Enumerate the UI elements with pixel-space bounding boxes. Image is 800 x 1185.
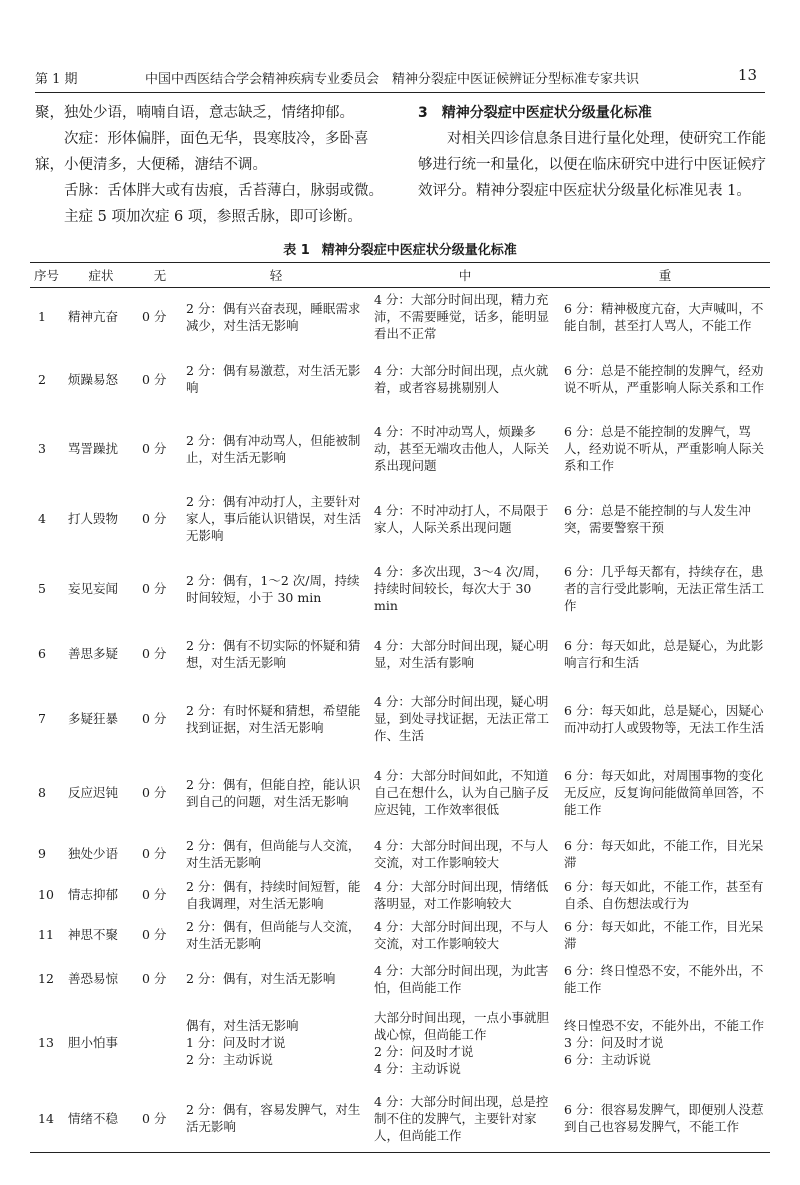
cell-none: 0 分 bbox=[142, 846, 167, 861]
table-row bbox=[30, 755, 770, 831]
cell-severe: 6 分：每天如此，总是疑心，为此影响言行和生活 bbox=[564, 637, 764, 670]
cell-symptom: 善恐易惊 bbox=[68, 971, 119, 986]
cell-mild: 2 分：偶有兴奋表现，睡眠需求减少，对生活无影响 bbox=[186, 300, 361, 333]
symptom-grading-table bbox=[30, 262, 770, 1153]
section-title: 精神分裂症中医症状分级量化标准 bbox=[441, 105, 652, 121]
cell-symptom: 精神亢奋 bbox=[68, 309, 119, 325]
section-paragraph: 对相关四诊信息条目进行量化处理，使研究工作能够进行统一和量化，以便在临床研究中进行中医证候疗效评分。精神分裂症中医症状分级量化标准见表 1。 bbox=[418, 131, 766, 199]
table-caption bbox=[0, 239, 800, 258]
cell-mild: 2 分：偶有，容易发脾气，对生活无影响 bbox=[182, 1085, 370, 1153]
cell-moderate: 4 分：大部分时间出现，疑心明显，对生活有影响 bbox=[374, 637, 549, 670]
cell-severe: 6 分：精神极度亢奋，大声喊叫，不能自制，甚至打人骂人，不能工作 bbox=[564, 300, 764, 333]
cell-none: 0 分 bbox=[142, 927, 167, 942]
cell-mild: 2 分：偶有，但尚能与人交流，对生活无影响 bbox=[186, 837, 361, 870]
cell-none: 0 分 bbox=[142, 646, 167, 661]
cell-moderate: 4 分：大部分时间如此，不知道自己在想什么，认为自己脑子反应迟钝，工作效率很低 bbox=[374, 768, 550, 817]
cell-none: 0 分 bbox=[142, 309, 167, 325]
header-cell-mild: 轻 bbox=[182, 263, 370, 288]
table-row bbox=[30, 553, 770, 625]
cell-severe: 6 分：每天如此，不能工作，目光呆滞 bbox=[564, 837, 764, 870]
header-cell-none: 无 bbox=[138, 263, 182, 288]
cell-symptom: 妄见妄闻 bbox=[68, 581, 119, 596]
cell-symptom: 独处少语 bbox=[68, 846, 119, 861]
table-row bbox=[30, 877, 770, 913]
cell-severe: 6 分：总是不能控制的发脾气，经劝说不听从，严重影响人际关系和工作 bbox=[564, 363, 765, 395]
header-cell-moderate: 中 bbox=[370, 263, 560, 288]
cell-moderate: 4 分：大部分时间出现，为此害怕，但尚能工作 bbox=[374, 962, 549, 995]
cell-mild: 2 分：偶有，但尚能与人交流，对生活无影响 bbox=[186, 918, 361, 951]
cell-none: 0 分 bbox=[142, 441, 167, 456]
cell-number: 8 bbox=[38, 785, 46, 800]
cell-number: 13 bbox=[38, 1035, 54, 1050]
cell-symptom: 烦躁易怒 bbox=[68, 371, 119, 387]
cell-mild: 2 分：偶有，1～2 次/周，持续时间较短，小于 30 min bbox=[186, 572, 360, 605]
table-number: 表 1 bbox=[283, 243, 310, 258]
page-number: 13 bbox=[737, 66, 757, 84]
section-heading bbox=[418, 100, 768, 126]
cell-moderate: 4 分：大部分时间出现，不与人交流，对工作影响较大 bbox=[374, 837, 549, 870]
cell-symptom: 神思不聚 bbox=[68, 927, 119, 942]
cell-severe: 6 分：几乎每天都有，持续存在，患者的言行受此影响，无法正常生活工作 bbox=[564, 564, 765, 613]
cell-number: 2 bbox=[38, 371, 46, 387]
right-column bbox=[418, 100, 768, 204]
table-row bbox=[30, 1085, 770, 1153]
cell-mild: 2 分：偶有冲动骂人，但能被制止，对生活无影响 bbox=[186, 432, 361, 465]
cell-number: 7 bbox=[38, 711, 46, 726]
cell-number: 1 bbox=[38, 309, 46, 325]
running-title: 中国中西医结合学会精神疾病专业委员会 精神分裂症中医证候辨证分型标准专家共识 bbox=[145, 72, 640, 87]
cell-number: 3 bbox=[38, 441, 46, 456]
cell-mild: 2 分：偶有冲动打人，主要针对家人，事后能认识错误，对生活无影响 bbox=[186, 494, 362, 543]
table-row bbox=[30, 346, 770, 413]
table-row bbox=[30, 831, 770, 877]
header-cell-symptom: 症状 bbox=[64, 263, 138, 288]
cell-moderate: 4 分：不时冲动骂人，烦躁多动，甚至无端攻击他人，人际关系出现问题 bbox=[374, 424, 550, 473]
table-row bbox=[30, 913, 770, 957]
cell-severe: 6 分：终日惶恐不安，不能外出，不能工作 bbox=[564, 962, 764, 995]
cell-mild: 2 分：偶有不切实际的怀疑和猜想，对生活无影响 bbox=[186, 637, 361, 670]
left-paragraph-diagnosis-rule: 主症 5 项加次症 6 项，参照舌脉，即可诊断。 bbox=[64, 209, 362, 225]
cell-number: 12 bbox=[38, 971, 54, 986]
cell-symptom: 骂詈躁扰 bbox=[68, 441, 119, 456]
section-number: 3 bbox=[418, 105, 428, 121]
cell-mild: 偶有，对生活无影响 1 分：问及时才说 2 分：主动诉说 bbox=[186, 1018, 299, 1067]
cell-number: 11 bbox=[38, 927, 54, 942]
cell-number: 5 bbox=[38, 581, 46, 596]
cell-none: 0 分 bbox=[138, 1085, 182, 1153]
table-row bbox=[30, 485, 770, 553]
cell-moderate: 大部分时间出现，一点小事就胆战心惊，但尚能工作 2 分：问及时才说 4 分：主动诉说 bbox=[374, 1009, 550, 1076]
cell-number: 6 bbox=[38, 646, 46, 661]
cell-number: 10 bbox=[38, 887, 54, 902]
cell-severe: 6 分：每天如此，对周围事物的变化无反应，反复询问能做简单回答，不能工作 bbox=[564, 768, 765, 817]
left-column bbox=[35, 100, 390, 230]
cell-mild: 2 分：偶有，持续时间短暂，能自我调理，对生活无影响 bbox=[186, 878, 361, 911]
cell-mild: 2 分：有时怀疑和猜想，希望能找到证据，对生活无影响 bbox=[186, 702, 361, 735]
table-row bbox=[30, 1001, 770, 1085]
cell-none: 0 分 bbox=[142, 371, 167, 387]
cell-none bbox=[138, 1001, 182, 1085]
left-paragraph-tongue-pulse: 舌脉：舌体胖大或有齿痕，舌苔薄白，脉弱或微。 bbox=[64, 183, 383, 199]
cell-moderate: 4 分：大部分时间出现，情绪低落明显，对工作影响较大 bbox=[374, 878, 549, 911]
cell-moderate: 4 分：大部分时间出现，总是控制不住的发脾气，主要针对家人，但尚能工作 bbox=[370, 1085, 560, 1153]
cell-severe: 6 分：每天如此，不能工作，甚至有自杀、自伤想法或行为 bbox=[564, 878, 764, 911]
cell-symptom: 打人毁物 bbox=[68, 511, 119, 526]
cell-number: 9 bbox=[38, 846, 46, 861]
cell-moderate: 4 分：大部分时间出现，精力充沛，不需要睡觉，话多，能明显看出不正常 bbox=[374, 292, 550, 342]
cell-moderate: 4 分：不时冲动打人，不局限于家人，人际关系出现问题 bbox=[374, 502, 549, 535]
cell-moderate: 4 分：大部分时间出现，不与人交流，对工作影响较大 bbox=[374, 918, 549, 951]
cell-severe: 6 分：总是不能控制的与人发生冲突，需要警察干预 bbox=[564, 502, 751, 535]
cell-symptom: 胆小怕事 bbox=[68, 1035, 119, 1050]
table-title: 精神分裂症中医症状分级量化标准 bbox=[321, 243, 517, 258]
cell-symptom: 情志抑郁 bbox=[68, 887, 119, 902]
running-header bbox=[35, 60, 765, 93]
left-paragraph-continuation: 聚，独处少语，喃喃自语，意志缺乏，情绪抑郁。 bbox=[35, 105, 354, 121]
cell-none: 0 分 bbox=[142, 785, 167, 800]
cell-symptom: 善思多疑 bbox=[68, 646, 119, 661]
cell-symptom: 情绪不稳 bbox=[64, 1085, 138, 1153]
cell-symptom: 多疑狂暴 bbox=[68, 711, 119, 726]
left-paragraph-secondary-symptoms: 次症：形体偏胖，面色无华，畏寒肢冷，多卧喜寐，小便清多，大便稀，溏结不调。 bbox=[35, 131, 369, 173]
table-row bbox=[30, 957, 770, 1001]
cell-none: 0 分 bbox=[142, 511, 167, 526]
cell-severe: 6 分：每天如此，总是疑心，因疑心而冲动打人或毁物等，无法工作生活 bbox=[564, 702, 765, 735]
issue-number: 第 1 期 bbox=[35, 72, 78, 87]
header-cell-severe: 重 bbox=[560, 263, 770, 288]
table-header-row bbox=[30, 263, 770, 288]
header-cell-number: 序号 bbox=[30, 263, 64, 288]
cell-mild: 2 分：偶有，但能自控，能认识到自己的问题，对生活无影响 bbox=[186, 776, 361, 809]
cell-none: 0 分 bbox=[142, 581, 167, 596]
cell-none: 0 分 bbox=[142, 887, 167, 902]
cell-moderate: 4 分：大部分时间出现，点火就着，或者容易挑剔别人 bbox=[374, 363, 549, 395]
table-row bbox=[30, 288, 770, 346]
table-row bbox=[30, 413, 770, 485]
cell-severe: 6 分：每天如此，不能工作，目光呆滞 bbox=[564, 918, 764, 951]
cell-mild: 2 分：偶有，对生活无影响 bbox=[186, 971, 336, 986]
cell-mild: 2 分：偶有易激惹，对生活无影响 bbox=[186, 363, 361, 395]
cell-none: 0 分 bbox=[142, 711, 167, 726]
cell-number: 14 bbox=[30, 1085, 64, 1153]
cell-none: 0 分 bbox=[142, 971, 167, 986]
cell-severe: 6 分：总是不能控制的发脾气，骂人，经劝说不听从，严重影响人际关系和工作 bbox=[564, 424, 765, 473]
cell-severe: 终日惶恐不安，不能外出，不能工作 3 分：问及时才说 6 分：主动诉说 bbox=[564, 1018, 765, 1067]
cell-moderate: 4 分：大部分时间出现，疑心明显，到处寻找证据，无法正常工作、生活 bbox=[374, 694, 550, 743]
cell-severe: 6 分：很容易发脾气，即便别人没惹到自己也容易发脾气，不能工作 bbox=[560, 1085, 770, 1153]
table-row bbox=[30, 683, 770, 755]
cell-moderate: 4 分：多次出现，3～4 次/周，持续时间较长，每次大于 30 min bbox=[374, 564, 548, 613]
table-row bbox=[30, 625, 770, 683]
cell-number: 4 bbox=[38, 511, 46, 526]
cell-symptom: 反应迟钝 bbox=[68, 785, 119, 800]
